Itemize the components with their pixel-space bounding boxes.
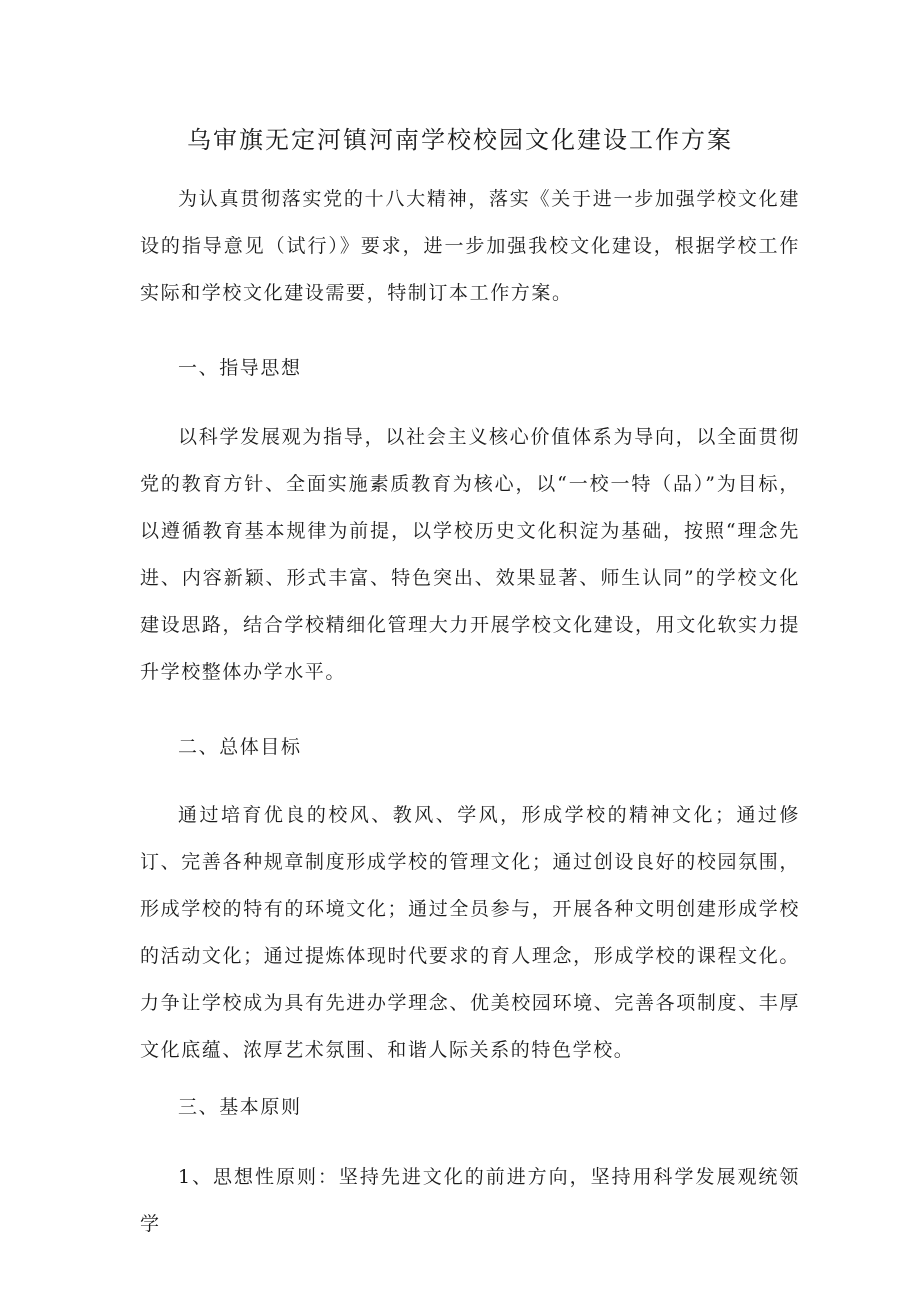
section-body-basic-principles: 1、思想性原则：坚持先进文化的前进方向，坚持用科学发展观统领学 — [140, 1166, 800, 1235]
section-heading-guiding-thought: 一、指导思想 — [178, 357, 302, 379]
intro-paragraph: 为认真贯彻落实党的十八大精神，落实《关于进一步加强学校文化建设的指导意见（试行）》要求，进一步加强我校文化建设，根据学校工作实际和学校文化建设需要，特制订本工作方案。 — [140, 188, 800, 304]
section-heading-overall-goal: 二、总体目标 — [178, 736, 302, 758]
document-title: 乌审旗无定河镇河南学校校园文化建设工作方案 — [187, 126, 733, 154]
section-heading-basic-principles: 三、基本原则 — [178, 1096, 302, 1118]
section-body-overall-goal: 通过培育优良的校风、教风、学风，形成学校的精神文化；通过修订、完善各种规章制度形成学校的管理文化；通过创设良好的校园氛围，形成学校的特有的环境文化；通过全员参与，开展各种文明创建形成学校的活动文化；通过提炼体现时代要求的育人理念，形成学校的课程文化。力争让学校成为具有先进办学理念、优美校园环境、完善各项制度、丰厚文化底蕴、浓厚艺术氛围、和谐人际关系的特色学校。 — [140, 804, 800, 1061]
section-body-guiding-thought: 以科学发展观为指导，以社会主义核心价值体系为导向，以全面贯彻党的教育方针、全面实施素质教育为核心，以“一校一特（品）”为目标，以遵循教育基本规律为前提，以学校历史文化积淀为基础，按照“理念先进、内容新颖、形式丰富、特色突出、效果显著、师生认同”的学校文化建设思路，结合学校精细化管理大力开展学校文化建设，用文化软实力提升学校整体办学水平。 — [140, 426, 800, 683]
